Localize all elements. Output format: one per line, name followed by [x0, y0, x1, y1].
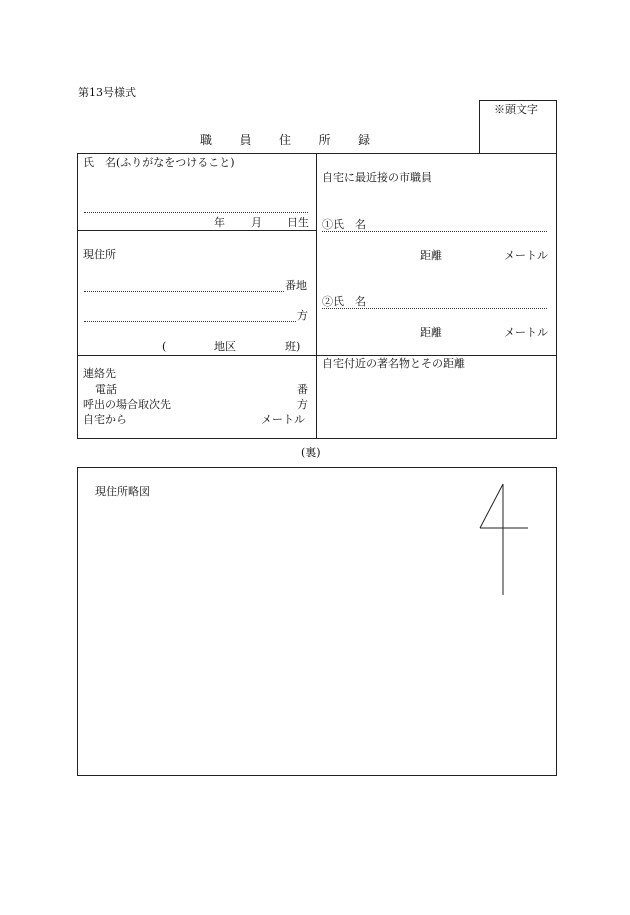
- address-write-line[interactable]: [84, 291, 284, 292]
- north-arrow-icon: [470, 478, 534, 600]
- year-label: 年: [214, 216, 225, 229]
- page-title: [200, 134, 370, 146]
- phone-label: 電話: [95, 383, 117, 396]
- name-write-line[interactable]: [84, 212, 308, 213]
- contact-label: 連絡先: [83, 367, 116, 380]
- staff2-distance-label: 距離: [420, 326, 442, 339]
- staff2-name-label: ②氏 名: [322, 295, 366, 308]
- staff1-write-line[interactable]: [322, 231, 547, 232]
- column-divider: [316, 153, 317, 439]
- phone-suffix: 番: [297, 383, 308, 396]
- birthday-label: 日生: [287, 216, 309, 229]
- han-label: 班): [285, 340, 301, 353]
- title-char: 住: [278, 133, 291, 147]
- banchi-label: 番地: [285, 279, 307, 292]
- form-table: [77, 153, 557, 439]
- address-label: 現住所: [83, 248, 116, 261]
- landmark-label: 自宅付近の著名物とその距離: [322, 357, 465, 370]
- row-divider: [77, 230, 316, 231]
- staff2-meters-label: メートル: [504, 326, 548, 339]
- title-char: 録: [357, 133, 370, 147]
- nearest-staff-label: 自宅に最近接の市職員: [322, 171, 432, 184]
- title-char: 職: [200, 133, 213, 147]
- name-label: 氏 名(ふりがなをつけること): [83, 156, 235, 169]
- map-label: 現住所略図: [95, 485, 150, 498]
- month-label: 月: [251, 216, 262, 229]
- title-char: 員: [239, 133, 252, 147]
- form-number: 第13号様式: [78, 86, 136, 99]
- callout-suffix: 方: [297, 398, 308, 411]
- staff1-meters-label: メートル: [504, 249, 548, 262]
- row-divider: [77, 355, 557, 356]
- back-label: (裏): [301, 446, 321, 459]
- callout-label: 呼出の場合取次先: [83, 398, 171, 411]
- from-home-label: 自宅から: [83, 413, 127, 426]
- initial-box-label: ※頭文字: [494, 103, 538, 116]
- district-label: 地区: [214, 340, 236, 353]
- paren-open: (: [162, 340, 167, 353]
- from-home-suffix: メートル: [261, 413, 305, 426]
- address-write-line[interactable]: [84, 321, 296, 322]
- staff2-write-line[interactable]: [322, 308, 547, 309]
- kata-label: 方: [297, 309, 308, 322]
- staff1-name-label: ①氏 名: [322, 218, 366, 231]
- staff1-distance-label: 距離: [420, 249, 442, 262]
- title-char: 所: [318, 133, 331, 147]
